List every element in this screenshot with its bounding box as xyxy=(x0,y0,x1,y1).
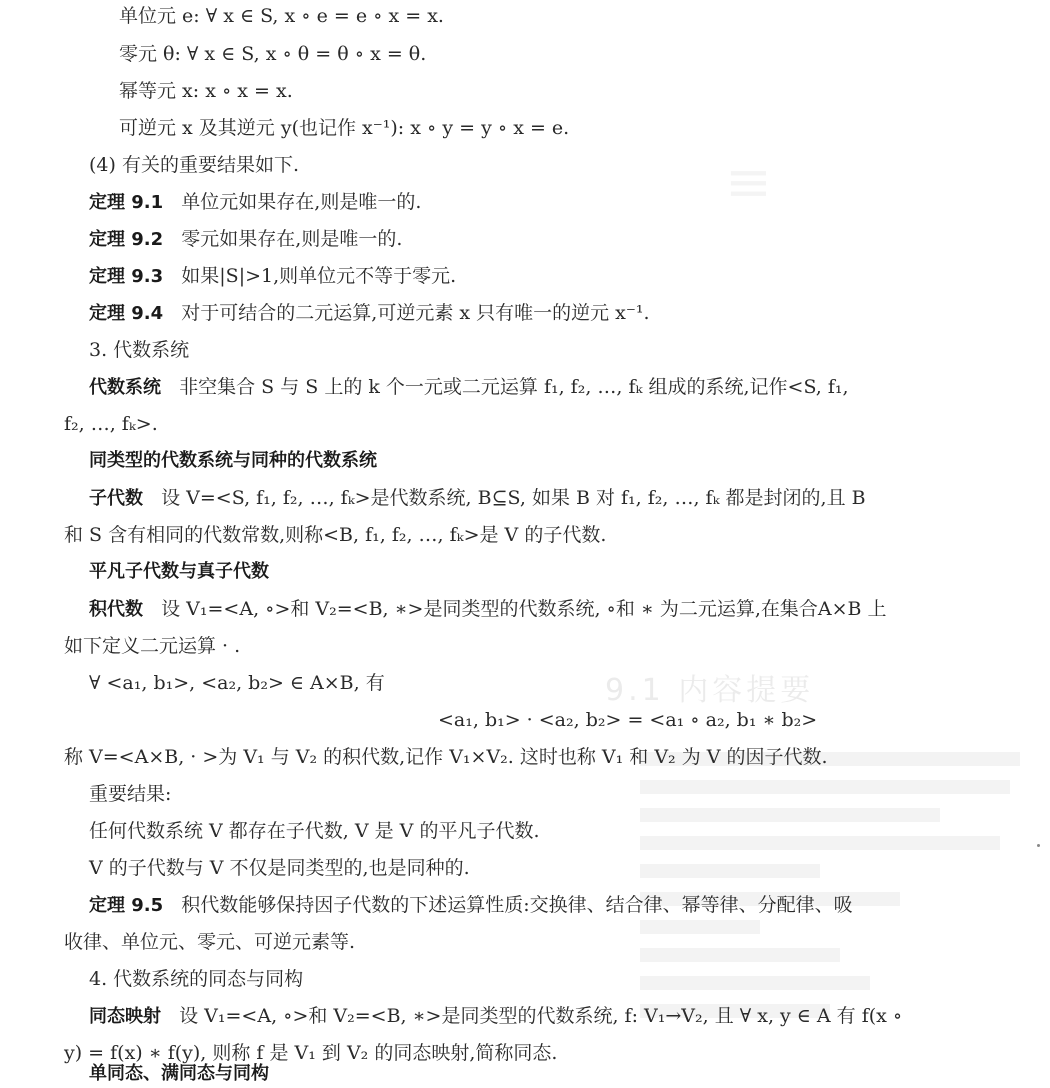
text-line: 收律、单位元、零元、可逆元素等. xyxy=(64,931,356,953)
definition-term: 同态映射 xyxy=(89,1006,161,1027)
bleed-through-line xyxy=(640,808,940,822)
theorem-label: 定理 9.3 xyxy=(89,266,164,287)
faint-bleed-through xyxy=(585,0,1050,1088)
theorem-label: 定理 9.4 xyxy=(89,303,164,324)
bold-subheading: 平凡子代数与真子代数 xyxy=(89,561,269,582)
definition-text: 设 V₁=<A, ∘>和 V₂=<B, ∗>是同类型的代数系统, f: V₁→V₂, 且 ∀ x, y ∈ A 有 f(x ∘ xyxy=(179,1005,903,1027)
theorem-line xyxy=(89,225,402,253)
text-line: 单位元 e: ∀ x ∈ S, x ∘ e = e ∘ x = x. xyxy=(119,5,444,27)
text-line: 幂等元 x: x ∘ x = x. xyxy=(119,80,293,102)
section-heading: 3. 代数系统 xyxy=(89,339,190,361)
definition-line xyxy=(89,373,849,401)
bleed-through-line xyxy=(640,836,1000,850)
definition-term: 代数系统 xyxy=(89,377,161,398)
text-line: 任何代数系统 V 都存在子代数, V 是 V 的平凡子代数. xyxy=(89,820,540,842)
definition-text: 非空集合 S 与 S 上的 k 个一元或二元运算 f₁, f₂, …, fₖ 组成的系统,记作<S, f₁, xyxy=(179,376,849,398)
text-line: ∀ <a₁, b₁>, <a₂, b₂> ∈ A×B, 有 xyxy=(89,672,385,694)
definition-term: 积代数 xyxy=(89,599,143,620)
theorem-text: 积代数能够保持因子代数的下述运算性质:交换律、结合律、幂等律、分配律、吸 xyxy=(181,894,853,916)
text-line: (4) 有关的重要结果如下. xyxy=(89,154,299,176)
definition-term: 子代数 xyxy=(89,488,143,509)
definition-line xyxy=(89,484,866,512)
bold-subheading: 同类型的代数系统与同种的代数系统 xyxy=(89,450,377,471)
theorem-label: 定理 9.1 xyxy=(89,192,164,213)
bleed-through-line xyxy=(640,864,820,878)
theorem-label: 定理 9.2 xyxy=(89,229,164,250)
text-line: 和 S 含有相同的代数常数,则称<B, f₁, f₂, …, fₖ>是 V 的子代数. xyxy=(64,524,607,546)
theorem-line xyxy=(89,188,421,216)
definition-line xyxy=(89,595,887,623)
definition-text: 设 V=<S, f₁, f₂, …, fₖ>是代数系统, B⊆S, 如果 B 对 f₁, f₂, …, fₖ 都是封闭的,且 B xyxy=(161,487,866,509)
bleed-through-line xyxy=(640,920,760,934)
bleed-through-mark: ≡ xyxy=(725,150,772,215)
text-line: 称 V=<A×B, · >为 V₁ 与 V₂ 的积代数,记作 V₁×V₂. 这时也称 V₁ 和 V₂ 为 V 的因子代数. xyxy=(64,746,828,768)
theorem-text: 如果|S|>1,则单位元不等于零元. xyxy=(181,265,457,287)
bleed-through-line xyxy=(640,780,1010,794)
bleed-through-line xyxy=(640,948,840,962)
section-heading: 4. 代数系统的同态与同构 xyxy=(89,968,304,990)
text-line: V 的子代数与 V 不仅是同类型的,也是同种的. xyxy=(89,857,470,879)
theorem-label: 定理 9.5 xyxy=(89,895,164,916)
theorem-text: 单位元如果存在,则是唯一的. xyxy=(181,191,422,213)
bold-subheading: 单同态、满同态与同构 xyxy=(89,1063,269,1084)
display-formula: <a₁, b₁> · <a₂, b₂> = <a₁ ∘ a₂, b₁ ∗ b₂> xyxy=(438,709,818,731)
text-line: y) = f(x) ∗ f(y), 则称 f 是 V₁ 到 V₂ 的同态映射,简称同态. xyxy=(64,1042,558,1064)
theorem-line xyxy=(89,299,650,327)
theorem-line xyxy=(89,262,456,290)
theorem-text: 对于可结合的二元运算,可逆元素 x 只有唯一的逆元 x⁻¹. xyxy=(181,302,650,324)
text-line: f₂, …, fₖ>. xyxy=(64,413,158,435)
text-line: 重要结果: xyxy=(89,783,172,805)
scan-speck xyxy=(1037,844,1040,847)
text-line: 如下定义二元运算 · . xyxy=(64,635,241,657)
theorem-text: 零元如果存在,则是唯一的. xyxy=(181,228,403,250)
text-line: 可逆元 x 及其逆元 y(也记作 x⁻¹): x ∘ y = y ∘ x = e. xyxy=(119,117,570,139)
theorem-line xyxy=(89,891,853,919)
definition-text: 设 V₁=<A, ∘>和 V₂=<B, ∗>是同类型的代数系统, ∘和 ∗ 为二元运算,在集合A×B 上 xyxy=(161,598,887,620)
text-line: 零元 θ: ∀ x ∈ S, x ∘ θ = θ ∘ x = θ. xyxy=(119,43,427,65)
bleed-through-line xyxy=(640,976,870,990)
definition-line xyxy=(89,1002,902,1030)
bleed-through-heading: 9.1 内容提要 xyxy=(605,673,815,708)
